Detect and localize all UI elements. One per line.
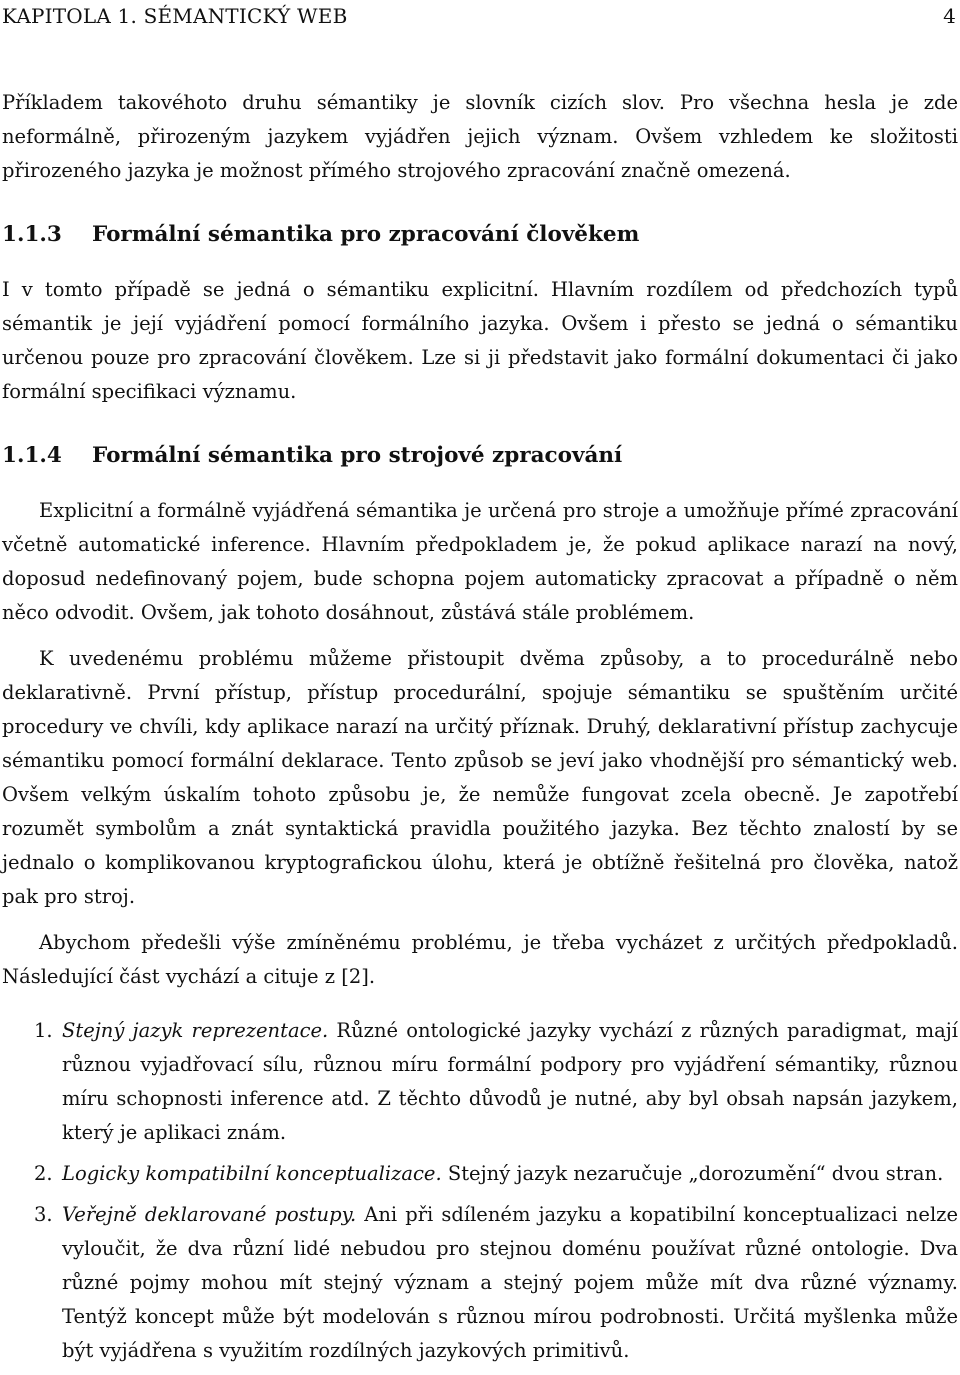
running-header <box>2 4 956 28</box>
list-item-text: Různé ontologické jazyky vychází z různých paradigmat, mají různou vyjadřovací sílu, různou míru formální podpory pro vyjádření sémantiky, různou míru schopnosti inference atd. Z těchto důvodů je nutné, aby byl obsah napsán jazykem, který je aplikaci znám. <box>62 1019 958 1144</box>
list-item-text: Ani při sdíleném jazyku a kopatibilní konceptualizaci nelze vyloučit, že dva různí lidé nebudou pro stejnou doménu používat různé ontologie. Dva různé pojmy mohou mít stejný význam a stejný pojem může mít dva různé významy. Tentýž koncept může být modelován s různou mírou podrobnosti. Určitá myšlenka může být vyjádřena s využitím rozdílných jazykových primitivů. <box>62 1203 958 1362</box>
intro-paragraph: Příkladem takovéhoto druhu sémantiky je slovník cizích slov. Pro všechna hesla je zde neformálně, přirozeným jazykem vyjádřen jejich význam. Ovšem vzhledem ke složitosti přirozeného jazyka je možnost přímého strojového zpracování značně omezená. <box>2 91 958 182</box>
list-item-term: Stejný jazyk reprezentace. <box>62 1019 329 1042</box>
chapter-title: KAPITOLA 1. SÉMANTICKÝ WEB <box>2 4 348 28</box>
page-body <box>2 86 958 1375</box>
section-heading-1-1-4 <box>2 439 958 473</box>
section-1-1-4-paragraph-1: Explicitní a formálně vyjádřená sémantika je určená pro stroje a umožňuje přímé zpracování včetně automatické inference. Hlavním předpokladem je, že pokud aplikace narazí na nový, doposud nedefinovaný pojem, bude schopna pojem automaticky zpracovat a případně o něm něco odvodit. Ovšem, jak tohoto dosáhnout, zůstává stále problémem. <box>2 499 958 624</box>
list-item-text: Stejný jazyk nezaručuje „dorozumění“ dvou stran. <box>441 1162 944 1185</box>
section-number: 1.1.4 <box>2 443 62 468</box>
list-item-term: Veřejně deklarované postupy. <box>62 1203 357 1226</box>
section-heading-1-1-3 <box>2 218 958 252</box>
list-item <box>2 1014 958 1150</box>
list-marker: 2. <box>34 1162 53 1185</box>
section-number: 1.1.3 <box>2 222 62 247</box>
list-item <box>2 1157 958 1191</box>
list-item <box>2 1198 958 1368</box>
assumptions-list <box>2 1014 958 1368</box>
page-number: 4 <box>943 4 956 28</box>
list-item-term: Logicky kompatibilní konceptualizace. <box>62 1162 442 1185</box>
section-1-1-4-paragraph-3: Abychom předešli výše zmíněnému problému, je třeba vycházet z určitých předpokladů. Následující část vychází a cituje z [2]. <box>2 931 958 988</box>
list-marker: 3. <box>34 1203 53 1226</box>
section-title: Formální sémantika pro strojové zpracování <box>92 443 623 468</box>
section-1-1-4-paragraph-2: K uvedenému problému můžeme přistoupit dvěma způsoby, a to procedurálně nebo deklarativně. První přístup, přístup procedurální, spojuje sémantiku se spuštěním určité procedury ve chvíli, kdy aplikace narazí na určitý příznak. Druhý, deklarativní přístup zachycuje sémantiku pomocí formální deklarace. Tento způsob se jeví jako vhodnější pro sémantický web. Ovšem velkým úskalím tohoto způsobu je, že nemůže fungovat zcela obecně. Je zapotřebí rozumět symbolům a znát syntaktická pravidla použitého jazyka. Bez těchto znalostí by se jednalo o komplikovanou kryptografickou úlohu, která je obtížně řešitelná pro člověka, natož pak pro stroj. <box>2 647 958 908</box>
section-1-1-3-paragraph: I v tomto případě se jedná o sémantiku explicitní. Hlavním rozdílem od předchozích typů sémantik je její vyjádření pomocí formálního jazyka. Ovšem i přesto se jedná o sémantiku určenou pouze pro zpracování člověkem. Lze si ji představit jako formální dokumentaci či jako formální specifikaci významu. <box>2 278 958 403</box>
list-marker: 1. <box>34 1019 53 1042</box>
section-title: Formální sémantika pro zpracování člověkem <box>92 222 640 247</box>
